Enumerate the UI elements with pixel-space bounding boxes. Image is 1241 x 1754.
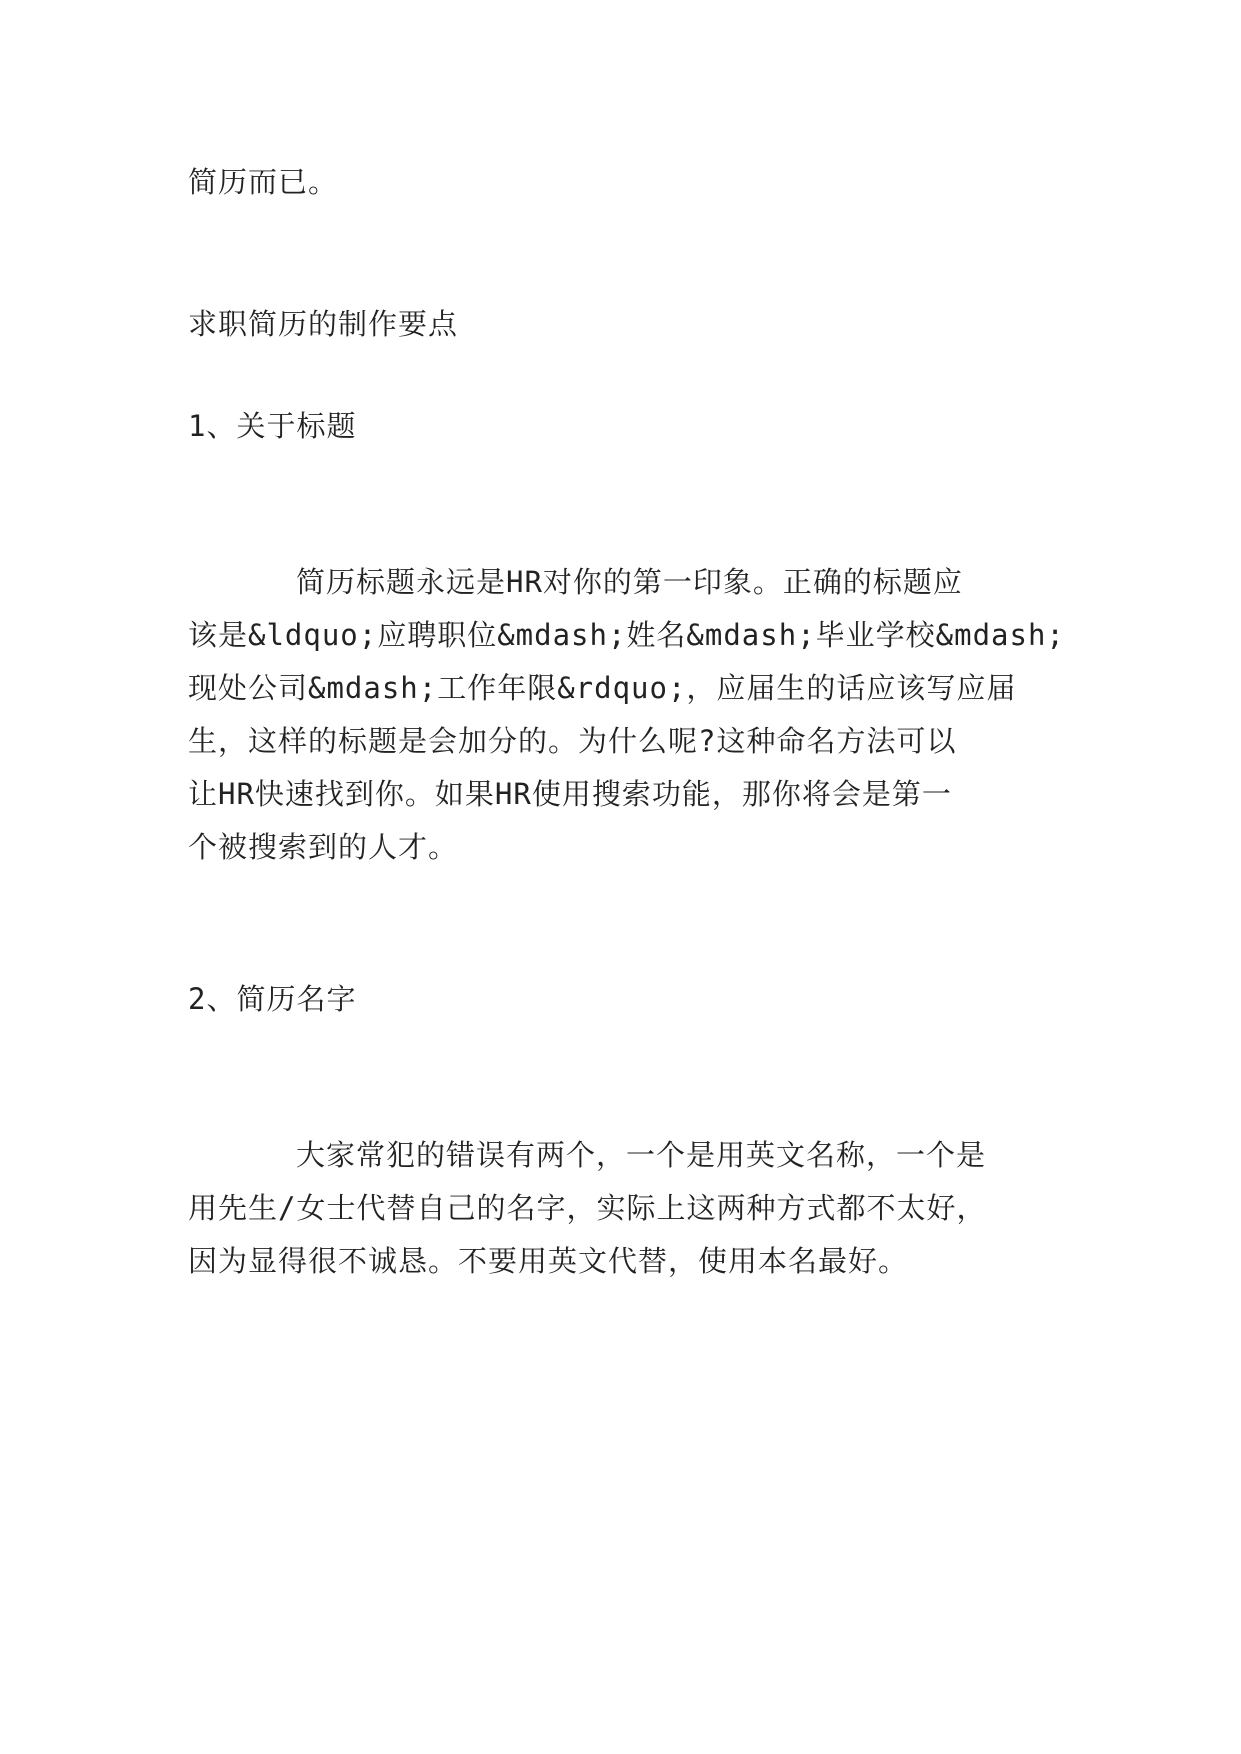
continuation-text: 简历而已。 xyxy=(188,165,339,199)
paragraph-line: 简历标题永远是HR对你的第一印象。正确的标题应 xyxy=(296,565,963,599)
paragraph-line: 用先生/女士代替自己的名字，实际上这两种方式都不太好， xyxy=(188,1191,987,1225)
paragraph-line: 大家常犯的错误有两个，一个是用英文名称，一个是 xyxy=(296,1138,987,1172)
paragraph-line: 该是&ldquo;应聘职位&mdash;姓名&mdash;毕业学校&mdash; xyxy=(188,618,1065,652)
paragraph-line: 个被搜索到的人才。 xyxy=(188,830,459,864)
paragraph-line: 现处公司&mdash;工作年限&rdquo;，应届生的话应该写应届 xyxy=(188,671,1017,705)
paragraph-line: 生，这样的标题是会加分的。为什么呢?这种命名方法可以 xyxy=(188,724,957,758)
paragraph-line: 因为显得很不诚恳。不要用英文代替，使用本名最好。 xyxy=(188,1244,909,1278)
point1-heading: 1、关于标题 xyxy=(188,409,357,443)
section-title: 求职简历的制作要点 xyxy=(188,307,459,341)
paragraph-line: 让HR快速找到你。如果HR使用搜索功能，那你将会是第一 xyxy=(188,777,952,811)
point2-heading: 2、简历名字 xyxy=(188,982,357,1016)
